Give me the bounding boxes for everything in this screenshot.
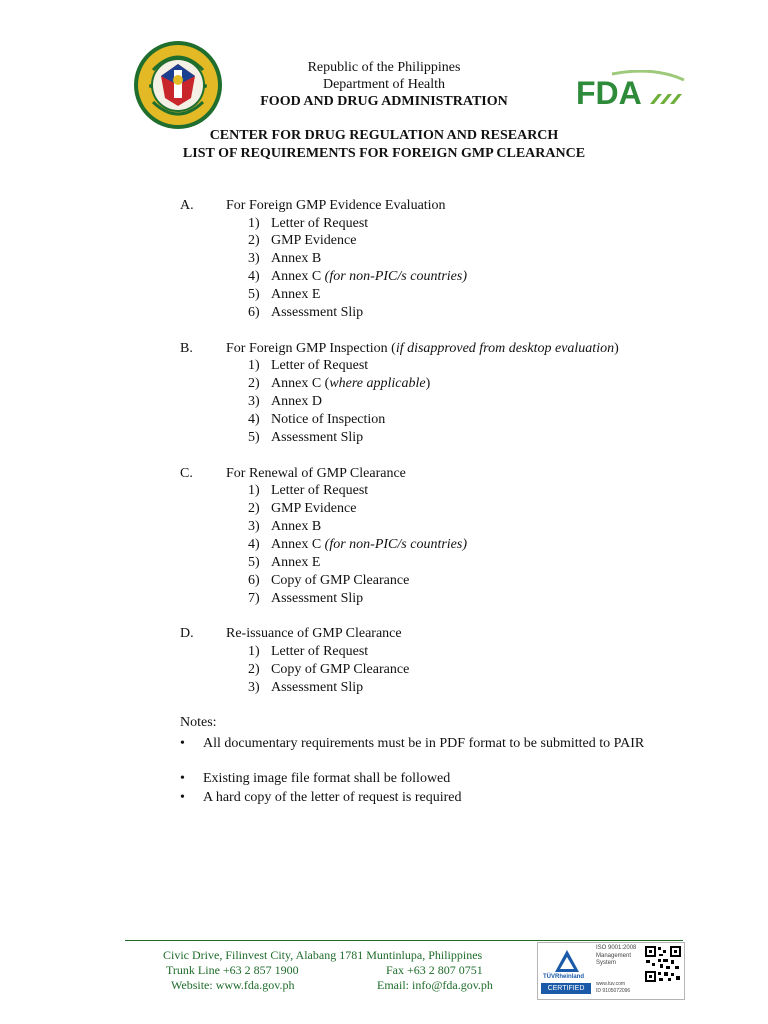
cert-id: ID 9105072096 [596,988,631,994]
svg-text:FDA: FDA [576,75,642,108]
list-item: 2) Annex C (where applicable) [248,376,431,391]
list-item: 1) Letter of Request [248,483,369,498]
header-fda: FOOD AND DRUG ADMINISTRATION [260,94,508,109]
header-department: Department of Health [322,77,446,92]
iso-label: ISO 9001:2008 [596,945,637,951]
list-item: 4) Annex C (for non-PIC/s countries) [248,269,467,284]
list-item: 4) Annex C (for non-PIC/s countries) [248,537,467,552]
note-item: Existing image file format shall be followed [203,771,451,786]
management-label: Management [596,953,632,959]
list-item: 4) Notice of Inspection [248,412,386,427]
footer-website: Website: www.fda.gov.ph [171,978,295,992]
list-item: 5) Assessment Slip [248,430,364,445]
list-item: 2) Copy of GMP Clearance [248,662,410,677]
section-a-title: For Foreign GMP Evidence Evaluation [226,198,446,213]
tuv-certification-badge [537,942,685,1000]
qr-code-icon [644,945,682,983]
list-item: 3) Annex B [248,519,322,534]
section-d-letter: D. [180,626,194,641]
list-item: 2) GMP Evidence [248,501,357,516]
list-item: 5) Annex E [248,287,321,302]
section-c-title: For Renewal of GMP Clearance [226,466,406,481]
cert-url: www.tuv.com [596,981,626,987]
section-b-letter: B. [180,341,193,356]
list-item: 7) Assessment Slip [248,591,364,606]
section-c-letter: C. [180,466,193,481]
fda-logo [574,70,686,108]
header-republic: Republic of the Philippines [307,60,461,75]
title-center: CENTER FOR DRUG REGULATION AND RESEARCH [209,128,559,143]
footer-email: Email: info@fda.gov.ph [377,978,493,992]
list-item: 3) Assessment Slip [248,680,364,695]
bullet-icon: • [180,790,185,805]
footer-trunk-line: Trunk Line +63 2 857 1900 [166,963,299,977]
tuv-name: TÜVRheinland [543,974,585,980]
list-item: 6) Copy of GMP Clearance [248,573,410,588]
list-item: 5) Annex E [248,555,321,570]
bullet-icon: • [180,771,185,786]
certified-label: CERTIFIED [541,983,591,994]
list-item: 1) Letter of Request [248,216,369,231]
footer-fax: Fax +63 2 807 0751 [386,963,483,977]
bullet-icon: • [180,736,185,751]
list-item: 3) Annex B [248,251,322,266]
section-d-title: Re-issuance of GMP Clearance [226,626,402,641]
section-b-title: For Foreign GMP Inspection (if disapproved from desktop evaluation) [226,341,619,356]
footer-address: Civic Drive, Filinvest City, Alabang 1781 Muntinlupa, Philippines [163,948,483,962]
title-list: LIST OF REQUIREMENTS FOR FOREIGN GMP CLEARANCE [182,146,586,161]
note-item: All documentary requirements must be in PDF format to be submitted to PAIR [203,736,645,751]
system-label: System [596,960,617,966]
footer-divider [125,940,683,941]
section-a-letter: A. [180,198,194,213]
list-item: 2) GMP Evidence [248,233,357,248]
list-item: 6) Assessment Slip [248,305,364,320]
note-item: A hard copy of the letter of request is required [203,790,462,805]
list-item: 1) Letter of Request [248,358,369,373]
notes-heading: Notes: [180,715,217,730]
list-item: 1) Letter of Request [248,644,369,659]
list-item: 3) Annex D [248,394,322,409]
